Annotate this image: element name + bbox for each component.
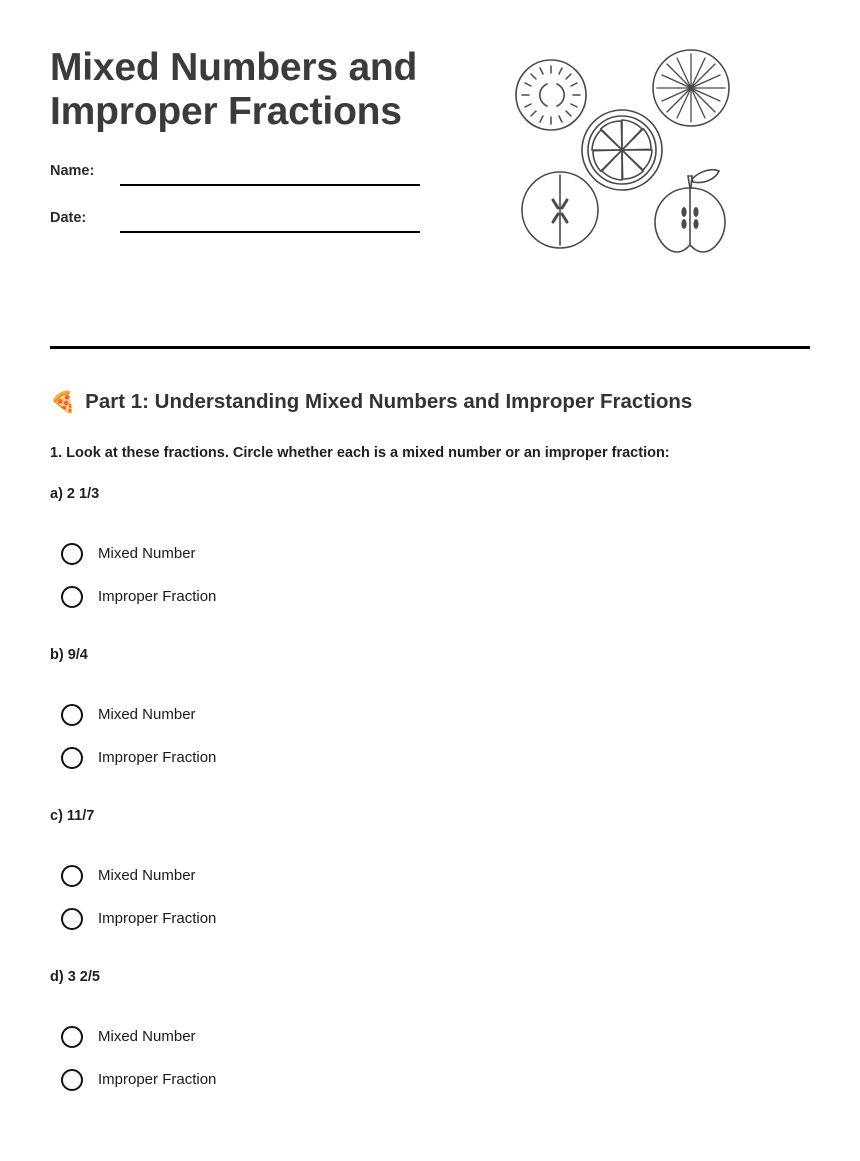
option-row[interactable] [61, 854, 810, 897]
name-field-label: Name: [50, 163, 95, 179]
option-group [50, 693, 810, 779]
option-group [50, 532, 810, 618]
date-field-row [50, 210, 430, 257]
header-divider [50, 346, 810, 349]
question-item [50, 647, 810, 779]
question-items [50, 486, 810, 1130]
radio-button[interactable] [61, 865, 83, 887]
option-row[interactable] [61, 1058, 810, 1101]
kiwi-slice-icon [516, 60, 586, 130]
item-label: b) 9/4 [50, 647, 88, 663]
pizza-slice-icon: 🍕 [50, 390, 77, 414]
option-label: Mixed Number [98, 867, 196, 884]
student-info-fields [50, 163, 430, 257]
option-row[interactable] [61, 736, 810, 779]
option-group [50, 854, 810, 940]
name-field-row [50, 163, 430, 210]
option-label: Improper Fraction [98, 749, 217, 766]
question-item [50, 969, 810, 1101]
option-row[interactable] [61, 532, 810, 575]
option-label: Mixed Number [98, 706, 196, 723]
item-label: c) 11/7 [50, 808, 95, 824]
section-title: Part 1: Understanding Mixed Numbers and Improper Fractions [85, 390, 693, 413]
radio-button[interactable] [61, 543, 83, 565]
radio-button[interactable] [61, 1026, 83, 1048]
option-row[interactable] [61, 693, 810, 736]
radio-button[interactable] [61, 586, 83, 608]
section-heading [50, 390, 692, 414]
option-label: Improper Fraction [98, 1071, 217, 1088]
radio-button[interactable] [61, 704, 83, 726]
question-instruction: 1. Look at these fractions. Circle whether each is a mixed number or an improper fraction: [50, 445, 670, 461]
date-field-label: Date: [50, 210, 87, 226]
apple-half-icon [655, 170, 725, 252]
radio-button[interactable] [61, 908, 83, 930]
option-row[interactable] [61, 897, 810, 940]
option-row[interactable] [61, 575, 810, 618]
apple-core-slice-icon [522, 172, 598, 248]
option-label: Mixed Number [98, 545, 196, 562]
radio-button[interactable] [61, 1069, 83, 1091]
option-label: Mixed Number [98, 1028, 196, 1045]
fruit-illustration [505, 40, 750, 255]
item-label: a) 2 1/3 [50, 486, 100, 502]
option-row[interactable] [61, 1015, 810, 1058]
question-item [50, 808, 810, 940]
orange-slice-icon [582, 110, 662, 190]
starfruit-slice-icon [653, 50, 729, 126]
option-label: Improper Fraction [98, 588, 217, 605]
date-field-input-line[interactable] [120, 231, 420, 233]
page-title: Mixed Numbers and Improper Fractions [50, 46, 418, 133]
name-field-input-line[interactable] [120, 184, 420, 186]
option-label: Improper Fraction [98, 910, 217, 927]
item-label: d) 3 2/5 [50, 969, 100, 985]
question-item [50, 486, 810, 618]
radio-button[interactable] [61, 747, 83, 769]
option-group [50, 1015, 810, 1101]
